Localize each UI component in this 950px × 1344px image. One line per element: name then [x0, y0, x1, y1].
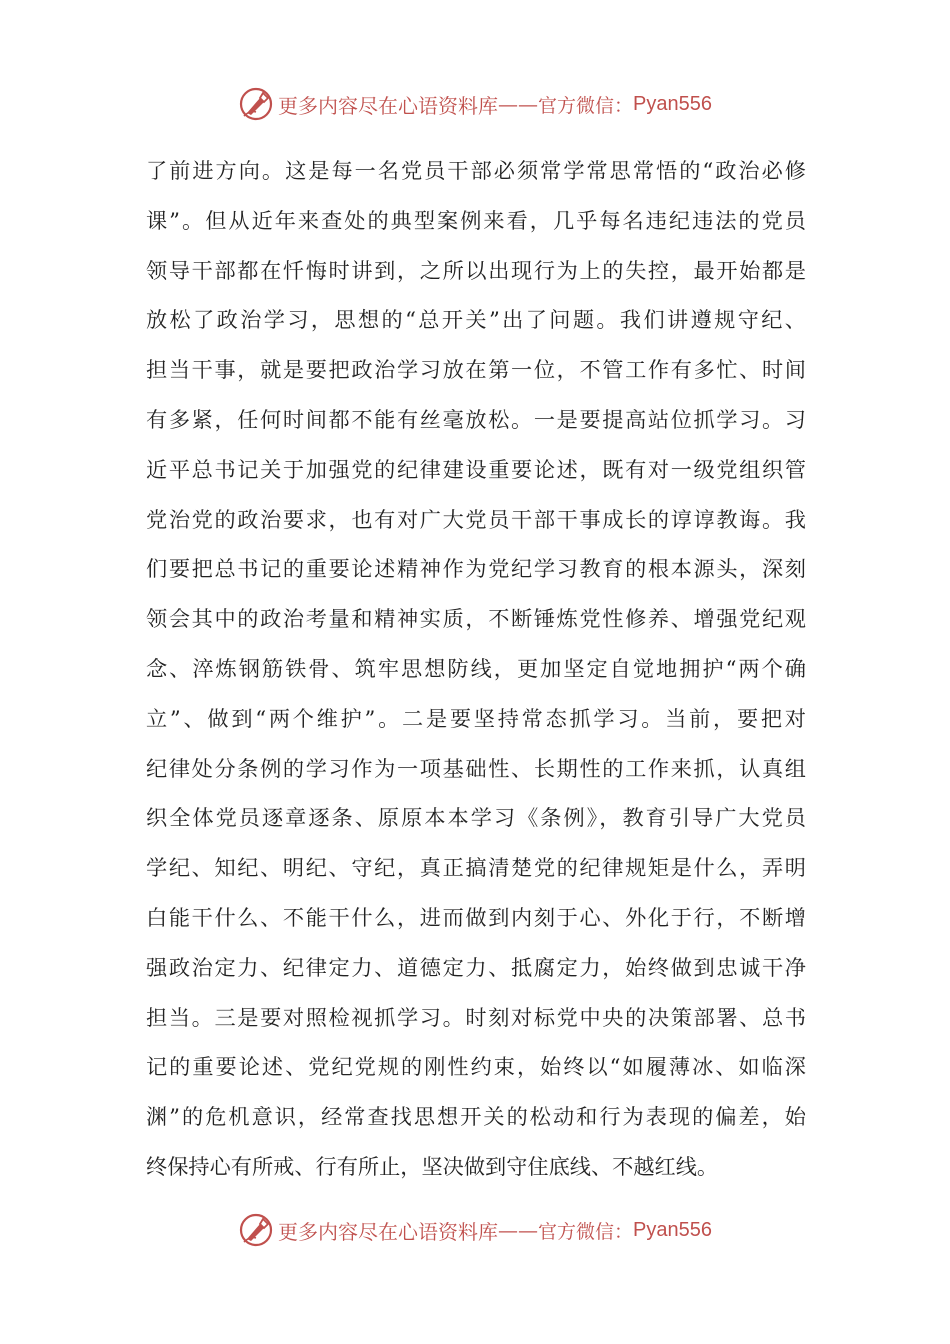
banner-wechat-id: Pyan556 [633, 92, 712, 115]
body-line: 纪律处分条例的学习作为一项基础性、长期性的工作来抓，认真组 [146, 755, 806, 781]
body-line: 近平总书记关于加强党的纪律建设重要论述，既有对一级党组织管 [146, 456, 806, 482]
banner-content [238, 1212, 712, 1248]
body-line: 了前进方向。这是每一名党员干部必须常学常思常悟的“政治必修 [146, 158, 806, 183]
body-line: 立”、做到“两个维护”。二是要坚持常态抓学习。当前，要把对 [146, 705, 806, 731]
body-line: 课”。但从近年来查处的典型案例来看，几乎每名违纪违法的党员 [146, 207, 806, 233]
body-line: 记的重要论述、党纪党规的刚性约束，始终以“如履薄冰、如临深 [146, 1054, 806, 1080]
banner-content [238, 86, 712, 122]
body-line: 强政治定力、纪律定力、道德定力、抵腐定力，始终做到忠诚干净 [146, 954, 806, 980]
body-line: 放松了政治学习，思想的“总开关”出了问题。我们讲遵规守纪、 [146, 307, 806, 333]
body-line: 学纪、知纪、明纪、守纪，真正搞清楚党的纪律规矩是什么，弄明 [146, 855, 806, 881]
body-line: 念、淬炼钢筋铁骨、筑牢思想防线，更加坚定自觉地拥护“两个确 [146, 655, 806, 681]
body-line: 领导干部都在忏悔时讲到，之所以出现行为上的失控，最开始都是 [146, 257, 806, 283]
banner-title: 更多内容尽在心语资料库 [278, 1219, 498, 1244]
body-line: 领会其中的政治考量和精神实质，不断锤炼党性修养、增强党纪观 [146, 606, 806, 632]
body-line: 织全体党员逐章逐条、原原本本学习《条例》，教育引导广大党员 [146, 805, 806, 831]
banner-wechat-label: 官方微信： [538, 1220, 634, 1243]
banner-wechat-label: 官方微信： [538, 94, 634, 117]
banner-dash: —— [498, 92, 538, 116]
body-line: 担当。三是要对照检视抓学习。时刻对标党中央的决策部署、总书 [146, 1004, 806, 1030]
header-watermark-banner [0, 84, 950, 124]
body-line-last: 终保持心有所戒、行有所止，坚决做到守住底线、不越红线。 [146, 1153, 719, 1179]
document-body [146, 146, 806, 1192]
body-line: 白能干什么、不能干什么，进而做到内刻于心、外化于行，不断增 [146, 904, 806, 930]
pen-nib-logo-icon [238, 86, 274, 122]
body-line: 党治党的政治要求，也有对广大党员干部干事成长的谆谆教诲。我 [146, 506, 806, 532]
pen-nib-logo-icon [238, 1212, 274, 1248]
body-line: 有多紧，任何时间都不能有丝毫放松。一是要提高站位抓学习。习 [146, 406, 806, 432]
banner-dash: —— [498, 1218, 538, 1242]
banner-wechat-id: Pyan556 [633, 1218, 712, 1241]
banner-title: 更多内容尽在心语资料库 [278, 93, 498, 118]
body-line: 们要把总书记的重要论述精神作为党纪学习教育的根本源头，深刻 [146, 556, 806, 582]
footer-watermark-banner [0, 1210, 950, 1250]
body-line: 担当干事，就是要把政治学习放在第一位，不管工作有多忙、时间 [146, 357, 806, 383]
body-line: 渊”的危机意识，经常查找思想开关的松动和行为表现的偏差，始 [146, 1104, 806, 1130]
